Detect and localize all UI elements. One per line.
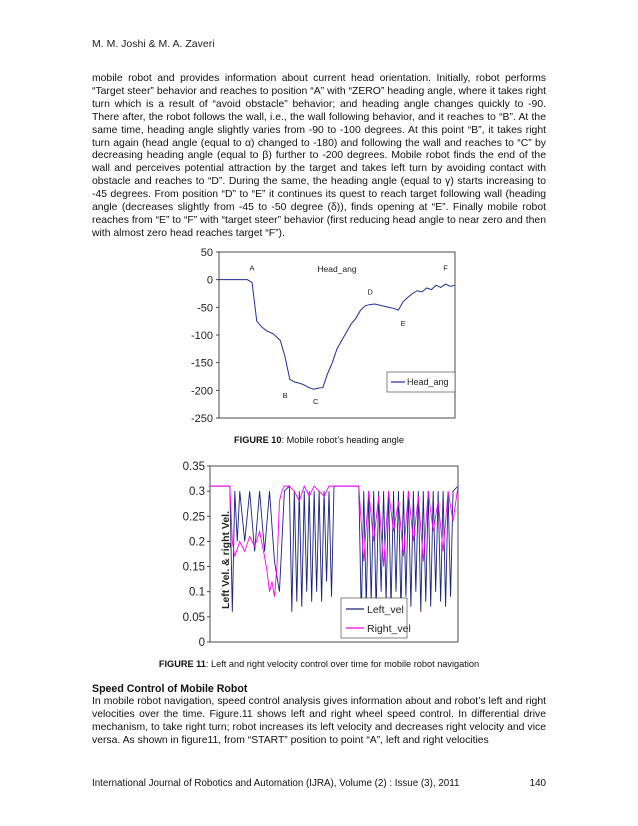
right-vel-legend-label: Right_vel xyxy=(367,623,411,635)
figure-11-label: FIGURE 11 xyxy=(158,659,206,669)
heading-chart-frame xyxy=(219,252,455,418)
figure-10-caption-text: : Mobile robot’s heading angle xyxy=(281,435,404,445)
heading-point-label-c: C xyxy=(313,397,319,407)
velocity-y-tick-label: 0.1 xyxy=(189,586,205,599)
velocity-chart xyxy=(183,461,458,649)
heading-legend-label: Head_ang xyxy=(407,377,449,387)
heading-y-tick-label: 50 xyxy=(200,247,213,259)
body-paragraph-1: mobile robot and provides information about current head orientation. Initially, robot performs “Target steer” behavior and reaches to position “A” with “ZERO” heading angle, where it takes right turn which is a result of “avoid obstacle” behavior; and heading angle changes quickly to -90. There after, the robot follows the wall, i.e., the wall following behavior, and it reaches to “B”. At the same time, heading angle slightly varies from -90 to -100 degrees. At this point “B”, it takes right turn again (head angle (equal to α) changed to -180) and following the wall and reaches to “C” by decreasing heading angle (equal to β) further to -200 degrees. Mobile robot finds the end of the wall and perceives potential attraction by the target and takes left turn by avoiding contact with obstacle and reaches to “D”. During the same, the heading angle (equal to γ) starts increasing to -45 degrees. From position “D” to “E” it continues its quest to reach target following wall (heading angle (decreases slightly from -45 to -50 degree (δ)), finds opening at “E”. Finally mobile robot reaches from “E” to “F” with “target steer” behavior (first reducing head angle to near zero and then with almost zero head reaches target “F”). xyxy=(92,73,546,239)
velocity-y-axis-label: Left Vel. & right Vel. xyxy=(220,510,232,610)
heading-y-tick-label: -100 xyxy=(190,330,213,342)
heading-chart-title: Head_ang xyxy=(317,264,357,274)
page-number: 140 xyxy=(529,778,546,789)
heading-point-label-e: E xyxy=(400,319,406,329)
section-heading: Speed Control of Mobile Robot xyxy=(92,683,248,695)
heading-y-tick-label: -200 xyxy=(190,385,213,398)
velocity-y-tick-label: 0.35 xyxy=(182,461,205,473)
heading-angle-chart xyxy=(191,247,455,425)
heading-y-tick-label: -250 xyxy=(190,413,213,425)
journal-citation: International Journal of Robotics and Automation (IJRA), Volume (2) : Issue (3), 2011 xyxy=(92,778,460,789)
heading-point-label-a: A xyxy=(249,263,255,273)
body-paragraph-2: In mobile robot navigation, speed control analysis gives information about and robot’s left and right velocities over the time. Figure.11 shows left and right wheel speed control. In differential drive mechanism, to take right turn; robot increases its left velocity and decreases right velocity and vice versa. As shown in figure11, from “START” position to point “A”, left and right velocities xyxy=(92,696,546,746)
heading-point-label-b: B xyxy=(282,391,288,401)
figure-11-caption xyxy=(0,659,638,669)
heading-y-tick-label: -50 xyxy=(197,302,213,315)
running-header: M. M. Joshi & M. A. Zaveri xyxy=(92,38,215,50)
heading-point-label-f: F xyxy=(443,263,448,273)
figure-10-label: FIGURE 10 xyxy=(234,435,282,445)
heading-point-label-d: D xyxy=(367,287,373,297)
velocity-y-tick-label: 0.25 xyxy=(182,511,205,524)
velocity-y-tick-label: 0.15 xyxy=(182,561,205,574)
velocity-y-tick-label: 0 xyxy=(198,637,205,649)
velocity-y-tick-label: 0.05 xyxy=(182,611,205,624)
velocity-y-tick-label: 0.3 xyxy=(189,486,205,499)
velocity-y-tick-label: 0.2 xyxy=(189,536,205,549)
heading-y-tick-label: -150 xyxy=(190,357,213,370)
heading-y-tick-label: 0 xyxy=(206,274,213,287)
page-footer xyxy=(92,778,546,789)
figure-10-caption xyxy=(0,435,638,445)
figure-11-caption-text: : Left and right velocity control over time for mobile robot navigation xyxy=(205,659,480,669)
left-vel-legend-label: Left_vel xyxy=(367,604,404,616)
